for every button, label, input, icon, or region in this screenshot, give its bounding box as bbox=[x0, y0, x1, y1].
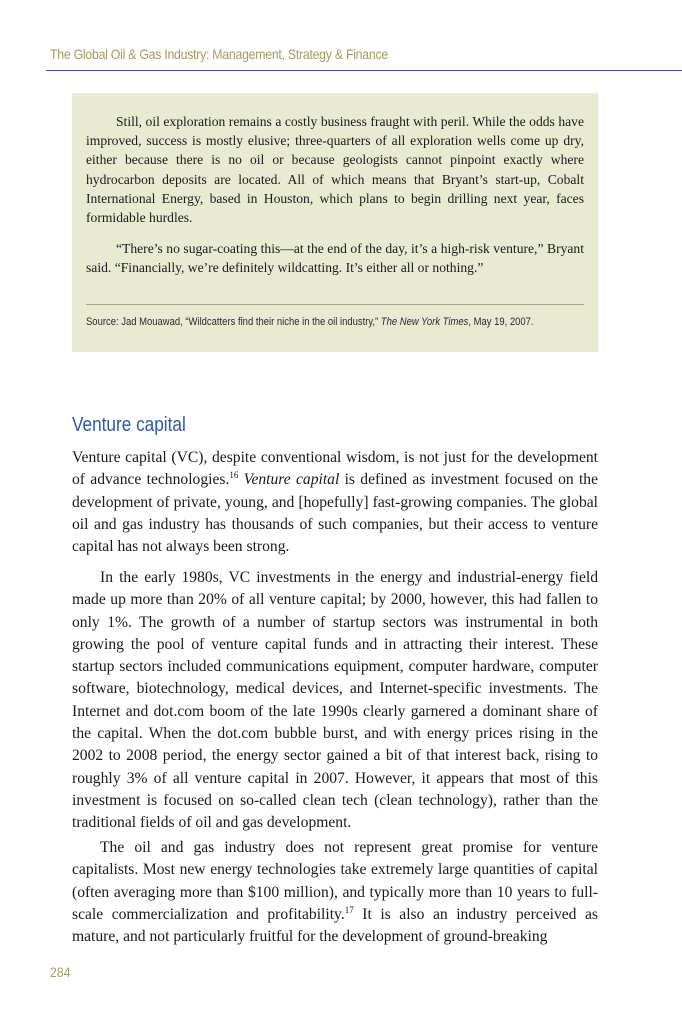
quote-sidebar-box bbox=[72, 93, 598, 352]
sidebar-source-citation bbox=[86, 316, 534, 328]
source-prefix: Source: Jad Mouawad, “Wildcatters find their niche in the oil industry,” bbox=[86, 316, 381, 328]
source-publication: The New York Times bbox=[380, 316, 469, 328]
source-date: , May 19, 2007. bbox=[468, 316, 534, 328]
p1-text-b: is defined as investment focused on the development of private, young, and [hopefully] fast-growing companies. The global oil and gas industry has thousands of such companies, but their access to venture capital has not always been strong. bbox=[72, 471, 599, 556]
running-header: The Global Oil & Gas Industry: Management, Strategy & Finance bbox=[50, 46, 388, 62]
p1-text-a: Venture capital (VC), despite conventional wisdom, is not just for the development of advance technologies. bbox=[72, 449, 598, 489]
sidebar-paragraph-1: Still, oil exploration remains a costly business fraught with peril. While the odds have improved, success is mostly elusive; three-quarters of all exploration wells come up dry, either because there is no oil or because geologists cannot pinpoint exactly where hydrocarbon deposits are located. All of which means that Bryant’s start-up, Cobalt International Energy, based in Houston, which plans to begin drilling next year, faces formidable hurdles. bbox=[86, 114, 584, 226]
footnote-ref-16: 16 bbox=[229, 470, 239, 481]
page-number: 284 bbox=[50, 964, 71, 980]
body-paragraph-1 bbox=[72, 447, 598, 558]
p3-text-b: It is also an industry perceived as mature, and not particularly fruitful for the development of ground-breaking bbox=[72, 905, 598, 946]
section-heading: Venture capital bbox=[72, 414, 186, 436]
body-paragraph-2: In the early 1980s, VC investments in the energy and industrial-energy field made up more than 20% of all venture capital; by 2000, however, this had fallen to only 1%. The growth of a number of startup sectors was instrumental in both growing the pool of venture capital funds and in attracting their interest. These startup sectors included communications equipment, computer hardware, computer software, biotechnology, medical devices, and Internet-specific investments. The Internet and dot.com boom of the late 1990s clearly garnered a dominant share of the capital. When the dot.com bubble burst, and with energy prices rising in the 2002 to 2008 period, the energy sector gained a bit of that interest back, rising to roughly 3% of all venture capital in 2007. However, it appears that most of this investment is focused on so-called clean tech (clean technology), rather than the traditional fields of oil and gas development. bbox=[72, 569, 598, 832]
body-paragraph-3 bbox=[72, 837, 598, 948]
footnote-ref-17: 17 bbox=[344, 904, 354, 915]
p1-defined-term: Venture capital bbox=[243, 471, 340, 489]
sidebar-paragraph-2: “There’s no sugar-coating this—at the end of the day, it’s a high-risk venture,” Bryant said. “Financially, we’re definitely wildcatting. It’s either all or nothing.” bbox=[86, 241, 584, 276]
p3-text-a: The oil and gas industry does not represent great promise for venture capitalists. Most new energy technologies take extremely large quantities of capital (often averaging more than $100 million), and typically more than 10 years to full-scale commercialization and profitability. bbox=[72, 839, 598, 923]
sidebar-divider bbox=[86, 304, 584, 305]
header-rule bbox=[46, 70, 682, 71]
